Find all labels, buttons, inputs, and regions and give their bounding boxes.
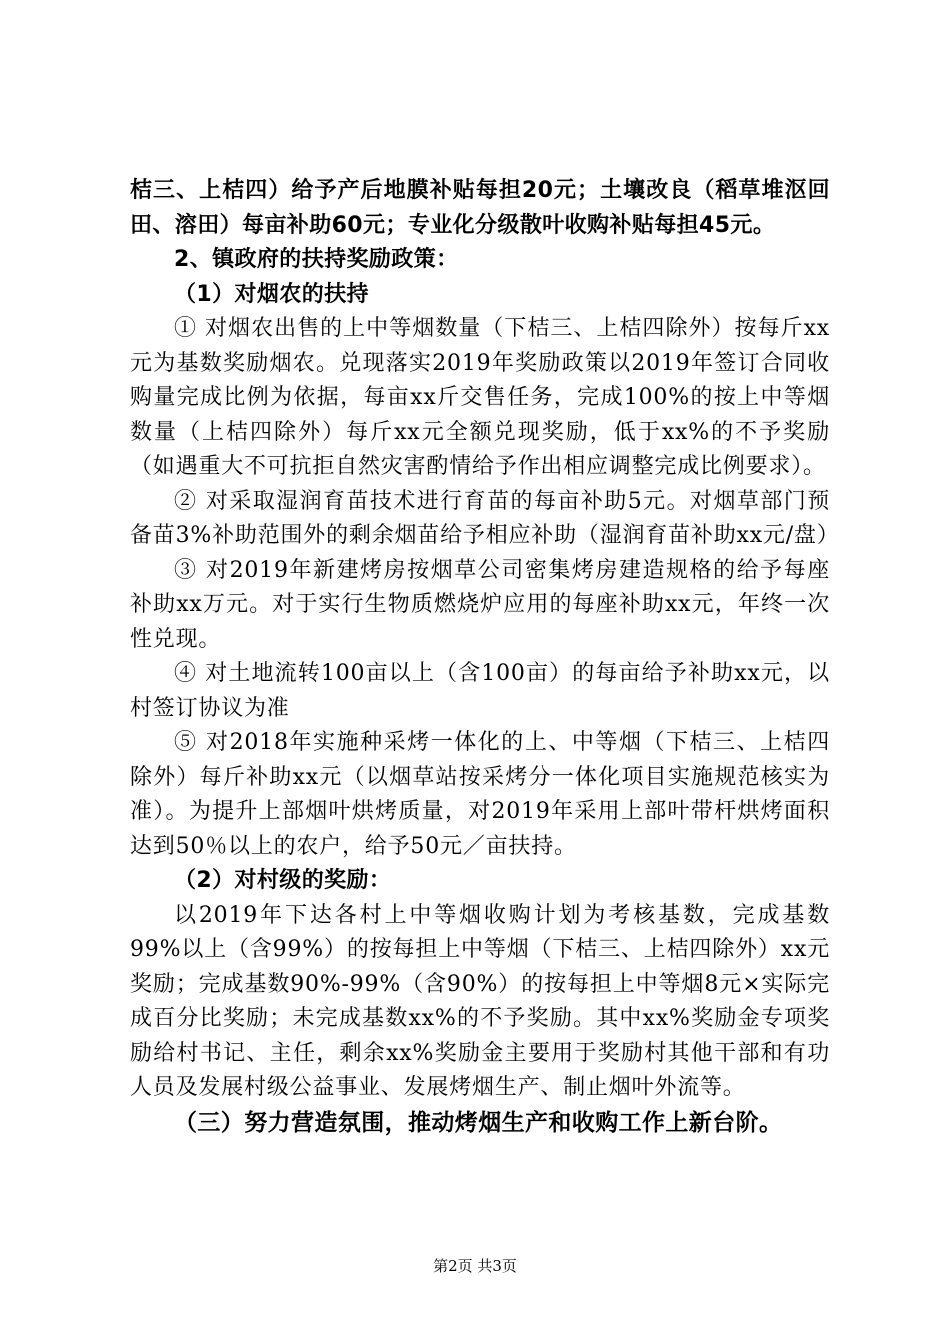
heading-section-three: （三）努力营造氛围，推动烤烟生产和收购工作上新台阶。 xyxy=(174,1109,783,1136)
document-body xyxy=(130,174,840,1140)
heading-town-policy: 2、镇政府的扶持奖励政策： xyxy=(174,247,459,272)
page-footer: 第2页 共3页 xyxy=(433,1257,517,1275)
paragraph-subsidy-continuation: 桔三、上桔四）给予产后地膜补贴每担20元；土壤改良（稻草堆沤回田、溶田）每亩补助60元；专业化分级散叶收购补贴每担45元。 xyxy=(130,178,830,238)
paragraph-item-4: ④ 对土地流转100亩以上（含100亩）的每亩给予补助xx元，以村签订协议为准 xyxy=(130,661,830,721)
paragraph-item-2: ② 对采取湿润育苗技术进行育苗的每亩补助5元。对烟草部门预备苗3%补助范围外的剩余烟苗给予相应补助（湿润育苗补助xx元/盘） xyxy=(130,488,840,548)
heading-farmer-support: （1）对烟农的扶持 xyxy=(174,281,369,307)
heading-village-reward: （2）对村级的奖励： xyxy=(174,868,392,893)
paragraph-item-1: ① 对烟农出售的上中等烟数量（下桔三、上桔四除外）按每斤xx元为基数奖励烟农。兑现落实2019年奖励政策以2019年签订合同收购量完成比例为依据，每亩xx斤交售任务，完成100%的按上中等烟数量（上桔四除外）每斤xx元全额兑现奖励，低于xx%的不予奖励（如遇重大不可抗拒自然灾害酌情给予作出相应调整完成比例要求）。 xyxy=(130,316,830,479)
paragraph-item-5: ⑤ 对2018年实施种采烤一体化的上、中等烟（下桔三、上桔四除外）每斤补助xx元（以烟草站按采烤分一体化项目实施规范核实为准）。为提升上部烟叶烘烤质量，对2019年采用上部叶带杆烘烤面积达到50％以上的农户，给予50元／亩扶持。 xyxy=(130,730,830,859)
paragraph-village-reward: 以2019年下达各村上中等烟收购计划为考核基数，完成基数99%以上（含99%）的按每担上中等烟（下桔三、上桔四除外）xx元奖励；完成基数90%-99%（含90%）的按每担上中等烟8元×实际完成百分比奖励；未完成基数xx%的不予奖励。其中xx%奖励金专项奖励给村书记、主任，剩余xx%奖励金主要用于奖励村其他干部和有功人员及发展村级公益事业、发展烤烟生产、制止烟叶外流等。 xyxy=(130,902,830,1100)
paragraph-item-3: ③ 对2019年新建烤房按烟草公司密集烤房建造规格的给予每座补助xx万元。对于实行生物质燃烧炉应用的每座补助xx元，年终一次性兑现。 xyxy=(130,557,830,652)
